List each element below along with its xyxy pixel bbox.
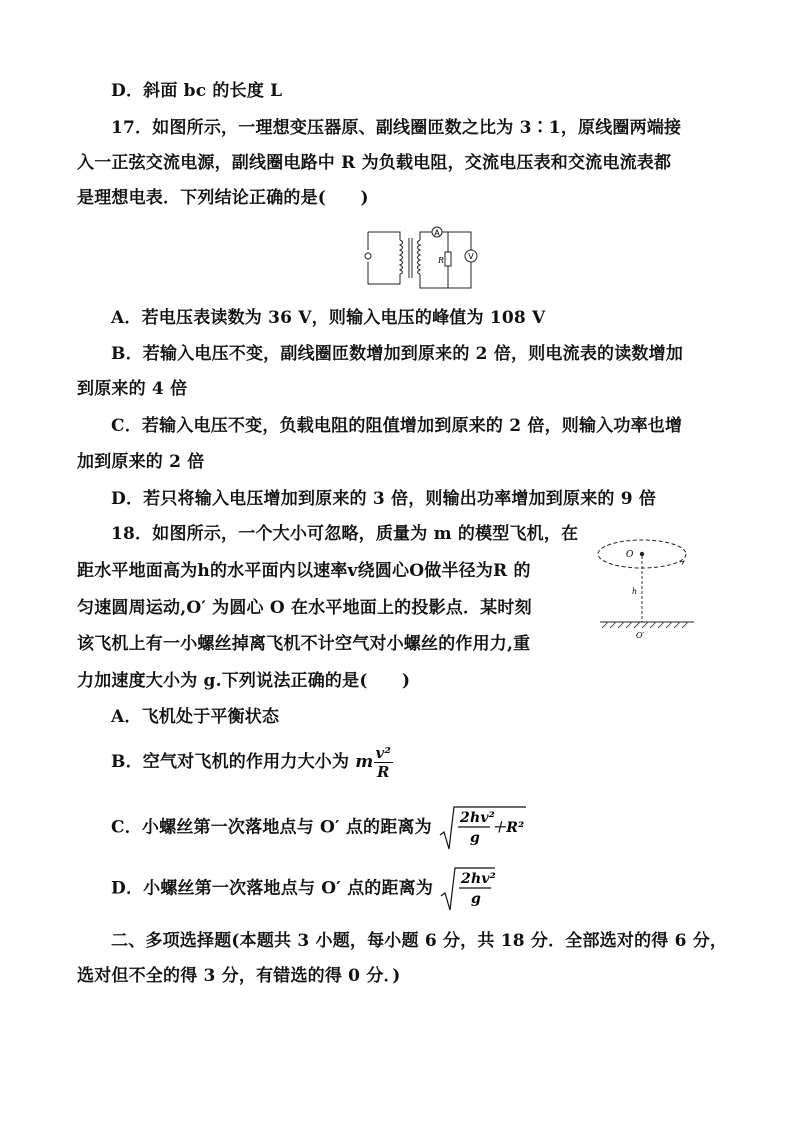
sqrt-expression [439,866,497,912]
fraction-numerator: v² [375,744,392,762]
voltmeter-label: V [468,252,474,261]
radical-sign-icon [438,805,528,851]
q18-option-c [111,805,528,851]
fraction-numerator: 2hv² [461,871,497,887]
transformer-circuit-diagram [360,220,490,292]
q17-option-c-line2: 加到原来的 2 倍 [77,452,205,472]
fraction-denominator: g [471,891,482,907]
velocity-over-radius-fraction [374,744,394,781]
q17-stem-line2: 入一正弦交流电源，副线圈电路中 R 为负载电阻，交流电压表和交流电流表都 [77,153,672,173]
q18-stem-line3: 匀速圆周运动,O′ 为圆心 O 在水平地面上的投影点．某时刻 [77,598,532,618]
q18-stem-line4: 该飞机上有一小螺丝掉离飞机不计空气对小螺丝的作用力,重 [77,634,531,654]
mass-symbol: m [355,752,374,772]
q18-option-c-text: C．小螺丝第一次落地点与 O′ 点的距离为 [111,817,432,838]
center-label: O [626,550,634,560]
fraction-denominator: g [469,830,480,846]
radical-sign-icon [439,866,497,912]
sqrt-expression [438,805,528,851]
fraction-numerator: 2hv² [459,810,495,826]
section2-heading-line1: 二、多项选择题(本题共 3 小题，每小题 6 分，共 18 分．全部选对的得 6 分， [111,931,728,951]
fraction-denominator: R [377,763,390,781]
projection-label: O′ [636,631,645,640]
q18-option-d [111,866,497,912]
radius-squared-term: ＋R² [491,820,525,836]
q18-stem-line2: 距水平地面高为h的水平面内以速率v绕圆心O做半径为R 的 [77,561,531,581]
q17-stem-line1: 17．如图所示，一理想变压器原、副线圈匝数之比为 3∶1，原线圈两端接 [111,118,682,138]
resistor-label: R [437,256,445,265]
q18-option-b-text: B．空气对飞机的作用力大小为 [111,752,356,772]
q18-stem-line5: 力加速度大小为 g.下列说法正确的是( ) [77,671,411,691]
height-label: h [632,587,638,596]
section2-heading-line2: 选对但不全的得 3 分，有错选的得 0 分．) [77,966,401,986]
ammeter-label: A [434,228,440,238]
center-point [640,552,644,556]
q18-option-d-text: D．小螺丝第一次落地点与 O′ 点的距离为 [111,878,434,899]
q18-option-b [111,743,393,781]
q17-option-b-line2: 到原来的 4 倍 [77,379,188,399]
q16-option-d: D．斜面 bc 的长度 L [111,81,283,101]
q18-stem-line1: 18．如图所示，一个大小可忽略，质量为 m 的模型飞机，在 [111,524,579,544]
q17-option-b-line1: B．若输入电压不变，副线圈匝数增加到原来的 2 倍，则电流表的读数增加 [111,344,684,364]
q17-option-d: D．若只将输入电压增加到原来的 3 倍，则输出功率增加到原来的 9 倍 [111,489,657,509]
q17-option-c-line1: C．若输入电压不变，负载电阻的阻值增加到原来的 2 倍，则输入功率也增 [111,416,683,436]
q17-option-a: A．若电压表读数为 36 V，则输入电压的峰值为 108 V [111,308,546,328]
circular-motion-diagram [594,530,698,642]
q18-option-a: A．飞机处于平衡状态 [111,707,280,727]
q17-stem-line3: 是理想电表．下列结论正确的是( ) [77,188,369,208]
